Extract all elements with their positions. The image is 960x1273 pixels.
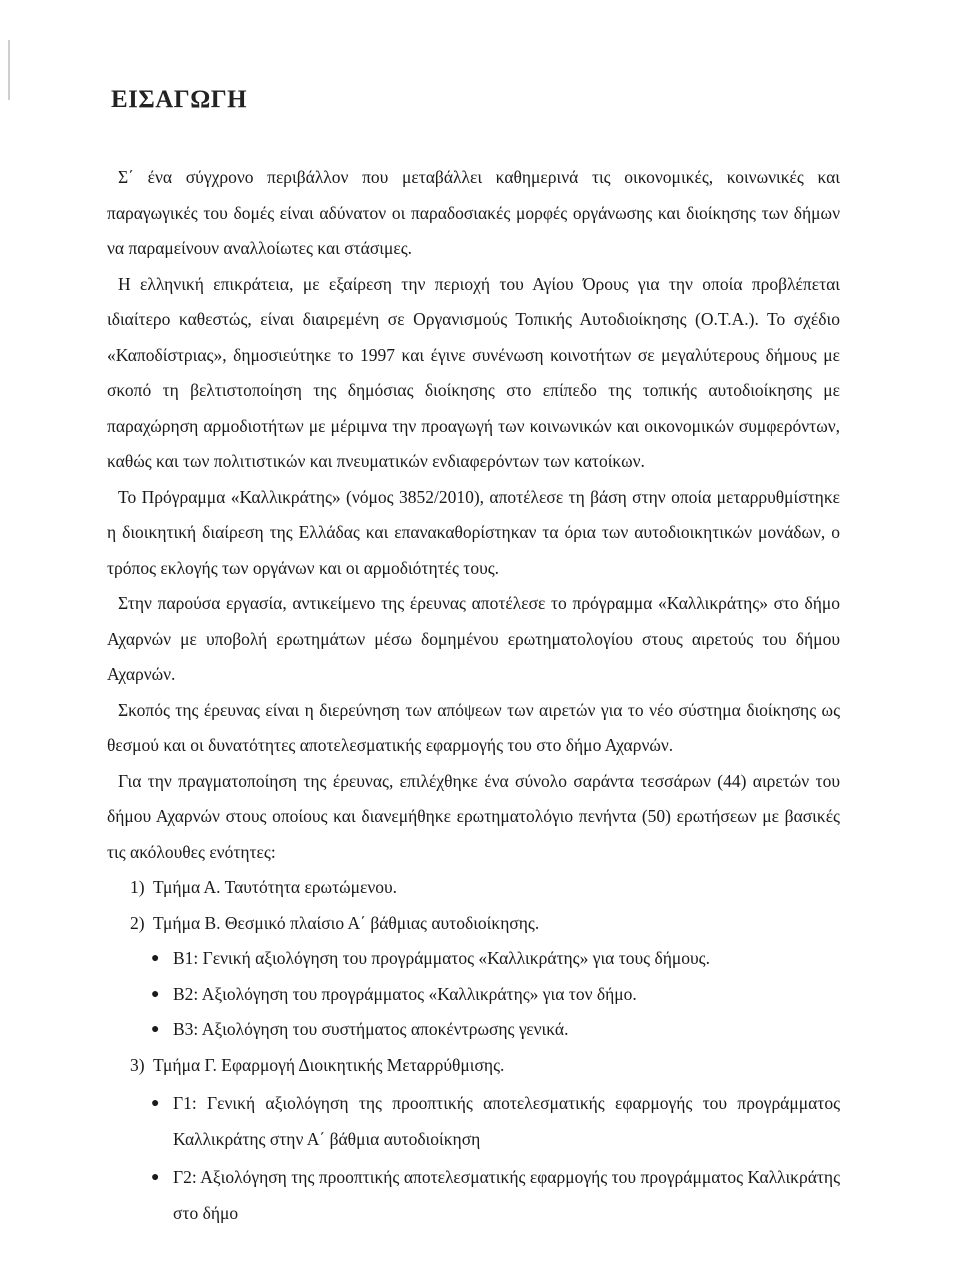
list-item-b2 — [107, 977, 840, 1013]
paragraph-current-study: Στην παρούσα εργασία, αντικείμενο της έρευνας αποτέλεσε το πρόγραμμα «Καλλικράτης» στο δήμο Αχαρνών με υποβολή ερωτημάτων μέσω δομημένου ερωτηματολογίου στους αιρετούς του δήμου Αχαρνών. — [107, 593, 840, 684]
bullet-icon: ● — [151, 951, 160, 966]
document-body — [107, 160, 840, 1234]
list-item-b3 — [107, 1012, 840, 1048]
subitem-text: Β1: Γενική αξιολόγηση του προγράμματος «Καλλικράτης» για τους δήμους. — [173, 948, 710, 968]
paragraph-purpose: Σκοπός της έρευνας είναι η διερεύνηση των απόψεων των αιρετών για το νέο σύστημα διοίκησης ως θεσμού και οι δυνατότητες αποτελεσματικής εφαρμογής του στο δήμο Αχαρνών. — [107, 699, 840, 755]
paragraph-territory: Η ελληνική επικράτεια, με εξαίρεση την περιοχή του Αγίου Όρους για την οποία προβλέπεται ιδιαίτερο καθεστώς, είναι διαιρεμένη σε Οργανισμούς Τοπικής Αυτοδιοίκησης (Ο.Τ.Α.). Το σχέδιο «Καποδίστριας», δημοσιεύτηκε το 1997 και έγινε συνένωση κοινοτήτων σε μεγαλύτερους δήμους με σκοπό τη βελτιστοποίηση της δημόσιας διοίκησης στο επίπεδο της τοπικής αυτοδιοίκησης με παραχώρηση αρμοδιοτήτων με μέριμνα την προαγωγή των κοινωνικών και οικονομικών συμφερόντων, καθώς και των πολιτιστικών και πνευματικών ενδιαφερόντων των κατοίκων. — [107, 273, 840, 471]
sublist-section-b — [107, 941, 840, 1048]
section-heading: ΕΙΣΑΓΩΓΗ — [111, 86, 248, 113]
bullet-icon: ● — [151, 1170, 160, 1185]
bullet-icon: ● — [151, 986, 160, 1002]
subitem-text: Γ2: Αξιολόγηση της προοπτικής αποτελεσματικής εφαρμογής του προγράμματος Καλλικράτης στο δήμο — [173, 1167, 840, 1223]
section-label: Τμήμα Β. Θεσμικό πλαίσιο Α΄ βάθμιας αυτοδιοίκησης. — [153, 912, 540, 933]
subitem-text: Γ1: Γενική αξιολόγηση της προοπτικής αποτελεσματικής εφαρμογής του προγράμματος Καλλικράτης στην Α΄ βάθμια αυτοδιοίκηση — [173, 1093, 840, 1149]
sublist-section-c — [107, 1086, 840, 1231]
list-item-c1 — [107, 1086, 840, 1157]
paragraph-kallikratis: Το Πρόγραμμα «Καλλικράτης» (νόμος 3852/2010), αποτέλεσε τη βάση στην οποία μεταρρυθμίστηκε η διοικητική διαίρεση της Ελλάδας και επανακαθορίστηκαν τα όρια των αυτοδιοικητικών μονάδων, ο τρόπος εκλογής των οργάνων και οι αρμοδιότητές τους. — [107, 486, 840, 578]
list-item-b1 — [107, 941, 840, 977]
scan-edge-mark — [8, 40, 10, 100]
list-number: 2) — [130, 912, 145, 933]
list-number: 1) — [130, 877, 145, 897]
sublist-wrapper-c — [107, 1086, 840, 1231]
list-item-section-c — [107, 1048, 840, 1084]
list-item-c2 — [107, 1160, 840, 1231]
paragraph-method: Για την πραγματοποίηση της έρευνας, επιλέχθηκε ένα σύνολο σαράντα τεσσάρων (44) αιρετών του δήμου Αχαρνών στους οποίους και διανεμήθηκε ερωτηματολόγιο πενήντα (50) ερωτήσεων με βασικές τις ακόλουθες ενότητες: — [107, 770, 840, 862]
list-item-section-a — [107, 870, 840, 906]
subitem-text: Β3: Αξιολόγηση του συστήματος αποκέντρωσης γενικά. — [173, 1019, 569, 1039]
sections-list — [107, 870, 840, 1231]
sublist-wrapper-b — [107, 941, 840, 1048]
paragraph-intro: Σ΄ ένα σύγχρονο περιβάλλον που μεταβάλλει καθημερινά τις οικονομικές, κοινωνικές και παραγωγικές του δομές είναι αδύνατον οι παραδοσιακές μορφές οργάνωσης και διοίκησης των δήμων να παραμείνουν αναλλοίωτες και στάσιμες. — [107, 167, 840, 258]
section-label: Τμήμα Α. Ταυτότητα ερωτώμενου. — [153, 877, 398, 897]
section-label: Τμήμα Γ. Εφαρμογή Διοικητικής Μεταρρύθμισης. — [153, 1054, 505, 1075]
bullet-icon: ● — [151, 1096, 160, 1111]
bullet-icon: ● — [151, 1022, 160, 1037]
list-number: 3) — [130, 1054, 145, 1075]
subitem-text: Β2: Αξιολόγηση του προγράμματος «Καλλικράτης» για τον δήμο. — [173, 983, 637, 1004]
list-item-section-b — [107, 906, 840, 942]
